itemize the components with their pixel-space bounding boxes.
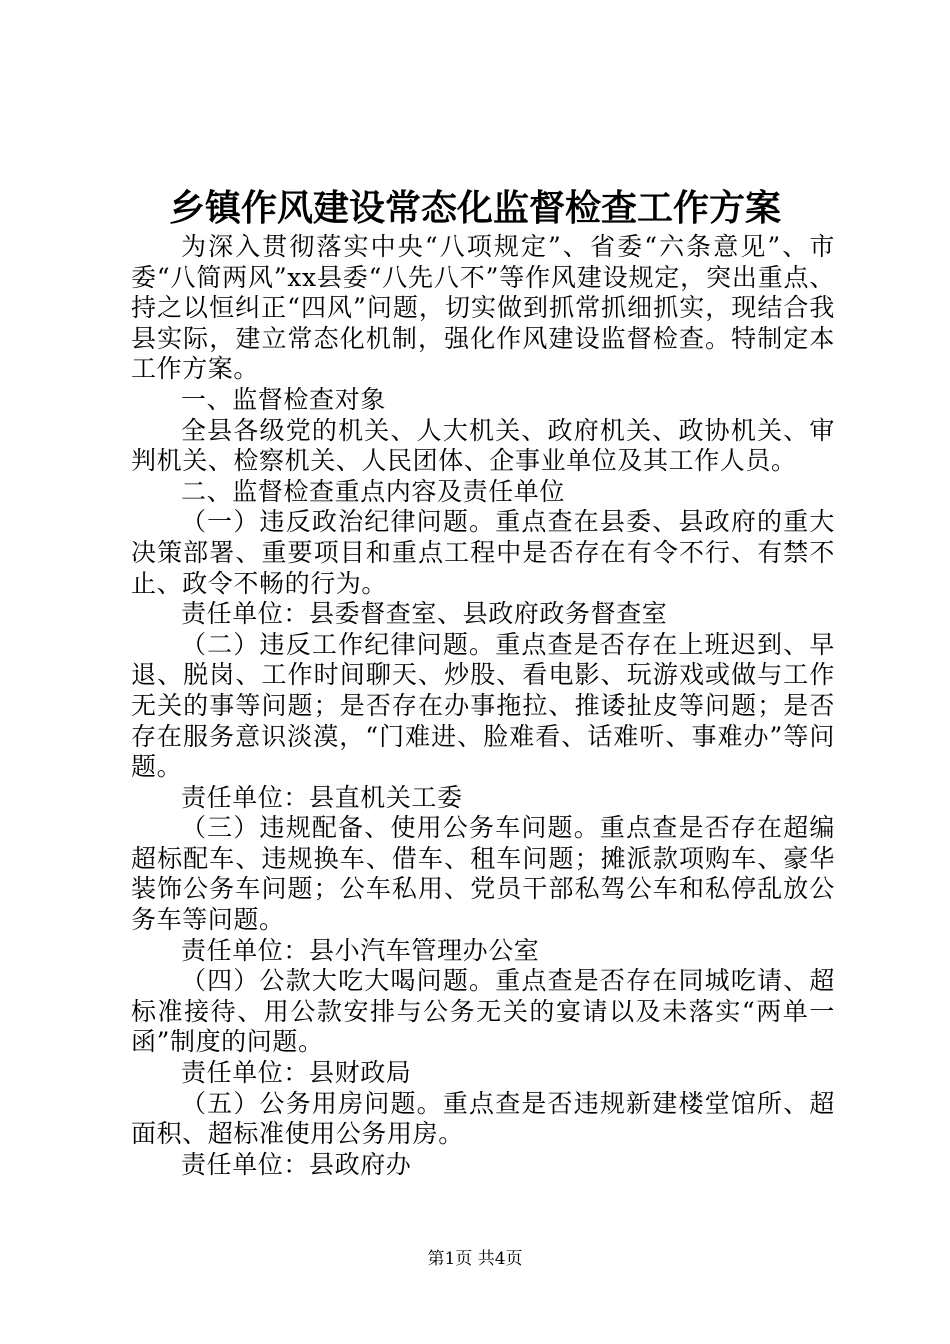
- page-footer: 第1页 共4页: [427, 1249, 523, 1269]
- document-title: 乡镇作风建设常态化监督检查工作方案: [168, 187, 781, 229]
- document-body: [131, 232, 835, 1180]
- section-heading-1: 一、监督检查对象: [181, 384, 386, 414]
- paragraph-item-2: （二）违反工作纪律问题。重点查是否存在上班迟到、早退、脱岗、工作时间聊天、炒股、看电影、玩游戏或做与工作无关的事等问题；是否存在办事拖拉、推诿扯皮等问题；是否存在服务意识淡漠，“门难进、脸难看、话难听、事难办”等问题。: [131, 629, 835, 782]
- paragraph-item-3: （三）违规配备、使用公务车问题。重点查是否存在超编超标配车、违规换车、借车、租车问题；摊派款项购车、豪华装饰公务车问题；公车私用、党员干部私驾公车和私停乱放公务车等问题。: [131, 813, 835, 935]
- responsible-unit: 责任单位：县小汽车管理办公室: [181, 935, 540, 965]
- responsible-unit: 责任单位：县直机关工委: [181, 782, 463, 812]
- paragraph: 全县各级党的机关、人大机关、政府机关、政协机关、审判机关、检察机关、人民团体、企事业单位及其工作人员。: [131, 415, 835, 476]
- responsible-unit: 责任单位：县财政局: [181, 1058, 412, 1088]
- responsible-unit: 责任单位：县政府办: [181, 1149, 412, 1179]
- paragraph-item-4: （四）公款大吃大喝问题。重点查是否存在同城吃请、超标准接待、用公款安排与公务无关的宴请以及未落实“两单一函”制度的问题。: [131, 966, 835, 1057]
- section-heading-2: 二、监督检查重点内容及责任单位: [181, 476, 566, 506]
- paragraph-item-1: （一）违反政治纪律问题。重点查在县委、县政府的重大决策部署、重要项目和重点工程中是否存在有令不行、有禁不止、政令不畅的行为。: [131, 507, 835, 598]
- paragraph-item-5: （五）公务用房问题。重点查是否违规新建楼堂馆所、超面积、超标准使用公务用房。: [131, 1088, 835, 1149]
- paragraph-intro: 为深入贯彻落实中央“八项规定”、省委“六条意见”、市委“八简两风”xx县委“八先八不”等作风建设规定，突出重点、持之以恒纠正“四风”问题，切实做到抓常抓细抓实，现结合我县实际，建立常态化机制，强化作风建设监督检查。特制定本工作方案。: [131, 232, 835, 384]
- responsible-unit: 责任单位：县委督查室、县政府政务督查室: [181, 599, 668, 629]
